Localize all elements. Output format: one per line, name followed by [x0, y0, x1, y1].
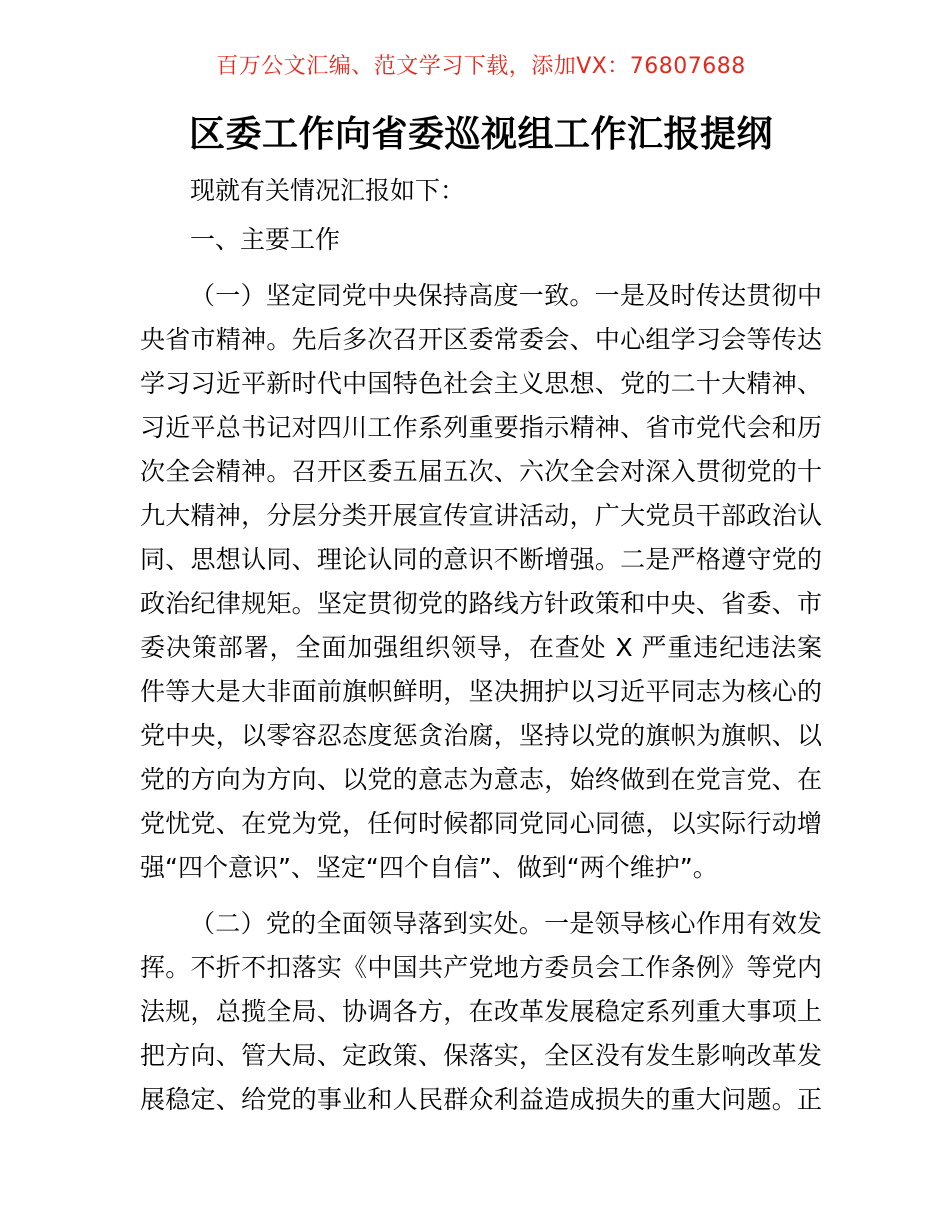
- paragraph-line: 强“四个意识”、坚定“四个自信”、做到“两个维护”。: [140, 853, 718, 882]
- paragraph: [140, 902, 822, 1122]
- paragraph-line: 展稳定、给党的事业和人民群众利益造成损失的重大问题。正: [140, 1085, 822, 1114]
- paragraph: [140, 274, 822, 890]
- paragraph-line: 习近平总书记对四川工作系列重要指示精神、省市党代会和历: [140, 413, 822, 442]
- paragraph-line: 次全会精神。召开区委五届五次、六次全会对深入贯彻党的十: [140, 457, 822, 486]
- paragraph-line: 学习习近平新时代中国特色社会主义思想、党的二十大精神、: [140, 369, 822, 398]
- paragraph-line: 把方向、管大局、定政策、保落实，全区没有发生影响改革发: [140, 1041, 822, 1070]
- paragraph-line: 法规，总揽全局、协调各方，在改革发展稳定系列重大事项上: [140, 997, 822, 1026]
- paragraph-line: 九大精神，分层分类开展宣传宣讲活动，广大党员干部政治认: [140, 501, 822, 530]
- section-heading: 一、主要工作: [190, 225, 341, 254]
- paragraph-line: 党的方向为方向、以党的意志为意志，始终做到在党言党、在: [140, 765, 822, 794]
- document-title: 区委工作向省委巡视组工作汇报提纲: [188, 114, 773, 155]
- paragraph-line: 委决策部署，全面加强组织领导，在查处 X 严重违纪违法案: [140, 633, 822, 662]
- paragraph-line: 党中央，以零容忍态度惩贪治腐，坚持以党的旗帜为旗帜、以: [140, 721, 822, 750]
- paragraph-line: 挥。不折不扣落实《中国共产党地方委员会工作条例》等党内: [140, 953, 822, 982]
- paragraph-line: 党忧党、在党为党，任何时候都同党同心同德，以实际行动增: [140, 809, 822, 838]
- paragraph-line: 件等大是大非面前旗帜鲜明，坚决拥护以习近平同志为核心的: [140, 677, 822, 706]
- paragraph-line: 同、思想认同、理论认同的意识不断增强。二是严格遵守党的: [140, 545, 822, 574]
- paragraph-line: （二）党的全面领导落到实处。一是领导核心作用有效发: [190, 909, 822, 938]
- paragraph-line: （一）坚定同党中央保持高度一致。一是及时传达贯彻中: [190, 281, 822, 310]
- promo-banner: 百万公文汇编、范文学习下载，添加VX：76807688: [216, 54, 746, 79]
- intro-line: 现就有关情况汇报如下：: [190, 176, 466, 205]
- paragraph-line: 政治纪律规矩。坚定贯彻党的路线方针政策和中央、省委、市: [140, 589, 822, 618]
- paragraph-line: 央省市精神。先后多次召开区委常委会、中心组学习会等传达: [140, 325, 822, 354]
- document-body: [140, 274, 822, 1122]
